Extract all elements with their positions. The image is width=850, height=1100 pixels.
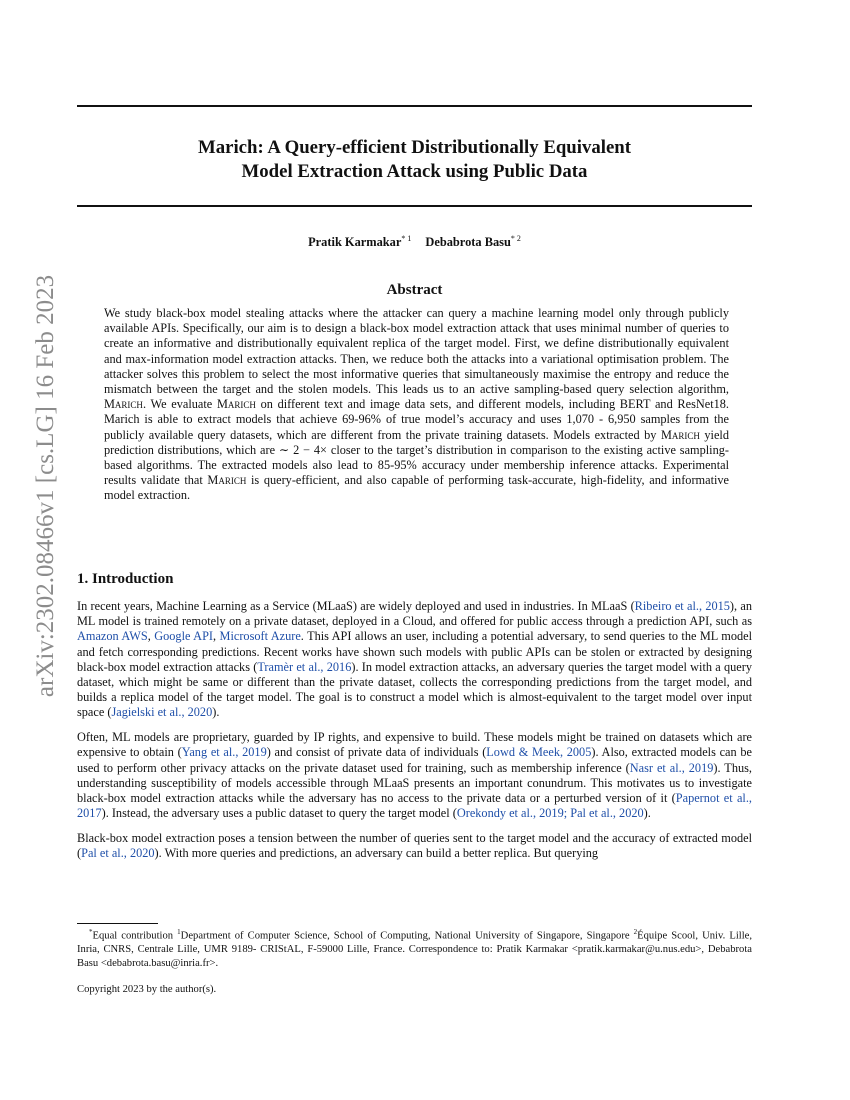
citation-link[interactable]: Yang et al., 2019	[181, 745, 267, 760]
footnote-rule	[77, 923, 158, 924]
link-google-api[interactable]: Google API	[154, 629, 214, 644]
arxiv-identifier-stamp	[26, 274, 66, 697]
algorithm-name: Marich	[207, 473, 247, 488]
citation-link[interactable]: Nasr et al., 2019	[629, 760, 714, 775]
abstract-sentence: We study black-box model stealing attacks where the attacker can query a machine learning model only through publicly available APIs. Specifically, our aim is to design a black-box model extraction attack that uses minimal number of queries to create an informative and distributionally equivalent replica of the target model. First, we define distributionally equivalent and max-information model extraction attacks. Then, we reduce both the attacks into a variational optimisation problem. The attacker solves this problem to select the most informative queries that simultaneously maximise the entropy and reduce the mismatch between the target and the stolen models. This leads us to an active sampling-based query selection algorithm,	[104, 306, 729, 397]
abstract-sentence: is query-efficient, and also capable of performing task-accurate, high-fidelity, and informative model extraction.	[104, 473, 730, 503]
footnote: *Equal contribution $^1$Department of Computer Science, School of Computing, National University of Singapore, Singapore $^2$Équipe Scool, Univ. Lille, Inria, CNRS, Centrale Lille, UMR 9189- CRIStAL, F-59000 Lille, France. Correspondence to: Pratik Karmakar <pratik.karmakar@u.nus.edu>, Debabrota Basu <debabrota.basu@inria.fr>.	[77, 928, 752, 969]
citation-link[interactable]: Pal et al., 2020	[81, 846, 155, 861]
link-microsoft-azure[interactable]: Microsoft Azure	[219, 629, 301, 644]
citation-link[interactable]: Tramèr et al., 2016	[257, 659, 352, 674]
algorithm-name: Marich	[216, 397, 256, 412]
arxiv-identifier-text: arXiv:2302.08466v1 [cs.LG] 16 Feb 2023	[32, 274, 59, 697]
author-affiliation-mark: * 1	[401, 234, 412, 243]
paragraph: In recent years, Machine Learning as a Service (MLaaS) are widely deployed and used in industries. In MLaaS (Ribeiro et al., 2015), an ML model is trained remotely on a private dataset, deployed in a Cloud, and offered for public access through a prediction API, such as Amazon AWS, Google API, Microsoft Azure. This API allows an user, including a potential adversary, to send queries to the ML model and fetch corresponding predictions. Recent works have shown such models with public APIs can be stolen or extracted by designing black-box model extraction attacks (Tramèr et al., 2016). In model extraction attacks, an adversary queries the target model with a query dataset, which might be same or different than the private dataset, collects the corresponding predictions from the target model, and builds a replica model of the target model. The goal is to construct a model which is almost-equivalent to the target model over input space (Jagielski et al., 2020).	[77, 599, 753, 720]
citation-link[interactable]: Orekondy et al., 2019; Pal et al., 2020	[456, 806, 644, 821]
paper-title	[77, 136, 752, 184]
author-list	[77, 234, 752, 250]
paragraph: Black-box model extraction poses a tension between the number of queries sent to the target model and the accuracy of extracted model (Pal et al., 2020). With more queries and predictions, an adversary can build a better replica. But querying	[77, 830, 752, 861]
title-bottom-rule	[77, 205, 752, 207]
algorithm-name: Marich	[104, 397, 143, 412]
citation-link[interactable]: Papernot et al., 2017	[77, 790, 752, 821]
introduction-body	[77, 599, 752, 871]
title-line-1: Marich: A Query-efficient Distributionally Equivalent	[198, 137, 631, 158]
citation-link[interactable]: Ribeiro et al., 2015	[634, 599, 730, 613]
abstract-sentence: on different text and image data sets, and different models, including BERT and ResNet18. Marich is able to extract models that achieve 69-96% of true model’s accuracy and uses 1,070 - 6,950 samples from the publicly available query datasets, which are different from the private training datasets. Models extracted by	[104, 397, 729, 442]
abstract-text	[104, 306, 729, 504]
title-line-2: Model Extraction Attack using Public Data	[241, 161, 588, 182]
paragraph: Often, ML models are proprietary, guarded by IP rights, and expensive to build. These models might be trained on datasets which are expensive to obtain (Yang et al., 2019) and consist of private data of individuals (Lowd & Meek, 2005). Also, extracted models can be used to perform other privacy attacks on the private dataset used for training, such as membership inference (Nasr et al., 2019). Thus, understanding susceptibility of models accessible through MLaaS presents an important conundrum. This motivates us to investigate black-box model extraction attacks while the adversary has no access to the private data or a perturbed version of it (Papernot et al., 2017). Instead, the adversary uses a public dataset to query the target model (Orekondy et al., 2019; Pal et al., 2020).	[77, 730, 752, 821]
citation-link[interactable]: Jagielski et al., 2020	[111, 705, 213, 720]
abstract-heading: Abstract	[386, 282, 443, 298]
section-heading-introduction: 1. Introduction	[77, 571, 174, 587]
algorithm-name: Marich	[660, 427, 700, 442]
abstract-sentence: . We evaluate	[142, 397, 217, 412]
author-affiliation-mark: * 2	[510, 234, 521, 243]
citation-link[interactable]: Lowd & Meek, 2005	[486, 745, 592, 760]
author-name: Pratik Karmakar	[308, 235, 402, 250]
copyright-notice: Copyright 2023 by the author(s).	[77, 984, 217, 995]
abstract-sentence: yield prediction distributions, which are ∼ 2 − 4× closer to the target’s distribution in comparison to the existing active sampling-based algorithms. The extracted models also lead to 85-95% accuracy under membership inference attacks. Experimental results validate that	[104, 427, 729, 488]
author-name: Debabrota Basu	[425, 235, 511, 250]
title-top-rule	[77, 105, 752, 107]
link-amazon-aws[interactable]: Amazon AWS	[77, 629, 148, 644]
